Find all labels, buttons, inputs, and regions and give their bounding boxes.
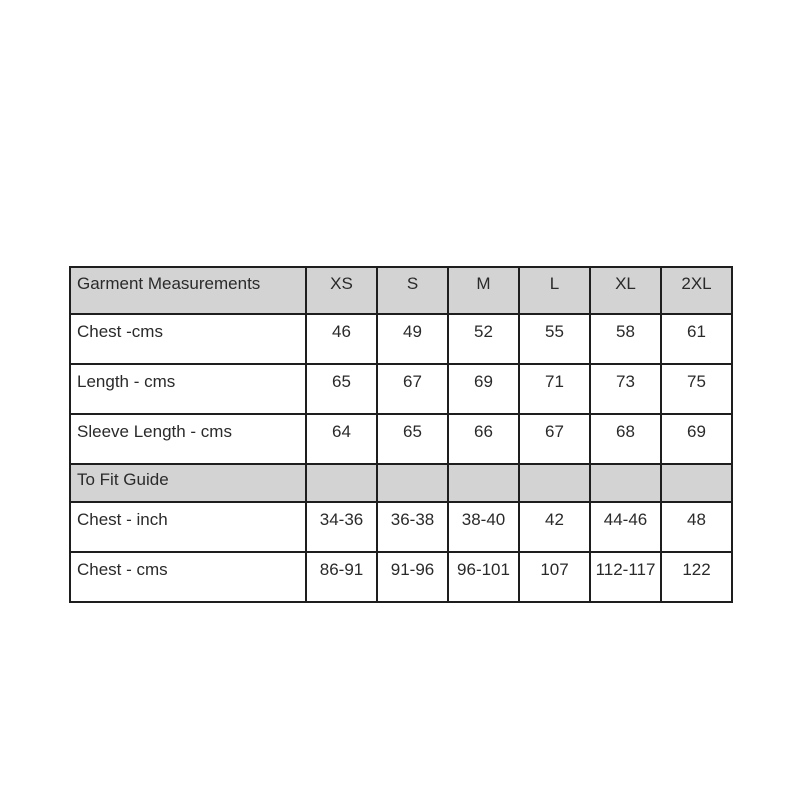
row-label: Chest - cms xyxy=(70,552,306,602)
fit-guide-empty-cell xyxy=(590,464,661,502)
fit-guide-empty-cell xyxy=(306,464,377,502)
table-cell: 67 xyxy=(377,364,448,414)
fit-guide-empty-cell xyxy=(448,464,519,502)
table-cell: 71 xyxy=(519,364,590,414)
fit-guide-empty-cell xyxy=(661,464,732,502)
fit-guide-empty-cell xyxy=(377,464,448,502)
row-label: Sleeve Length - cms xyxy=(70,414,306,464)
fit-guide-row xyxy=(70,464,732,502)
table-row xyxy=(70,314,732,364)
table-cell: 64 xyxy=(306,414,377,464)
table-cell: 34-36 xyxy=(306,502,377,552)
table-cell: 65 xyxy=(377,414,448,464)
size-header-2xl: 2XL xyxy=(661,267,732,314)
size-chart-table xyxy=(69,266,733,603)
table-row xyxy=(70,552,732,602)
fit-guide-label: To Fit Guide xyxy=(70,464,306,502)
table-cell: 38-40 xyxy=(448,502,519,552)
table-row xyxy=(70,502,732,552)
table-row xyxy=(70,364,732,414)
table-cell: 68 xyxy=(590,414,661,464)
table-cell: 58 xyxy=(590,314,661,364)
table-cell: 96-101 xyxy=(448,552,519,602)
table-cell: 67 xyxy=(519,414,590,464)
table-cell: 44-46 xyxy=(590,502,661,552)
table-cell: 69 xyxy=(448,364,519,414)
table-cell: 69 xyxy=(661,414,732,464)
table-cell: 86-91 xyxy=(306,552,377,602)
table-cell: 73 xyxy=(590,364,661,414)
fit-guide-empty-cell xyxy=(519,464,590,502)
table-cell: 55 xyxy=(519,314,590,364)
table-cell: 107 xyxy=(519,552,590,602)
table-cell: 49 xyxy=(377,314,448,364)
size-header-m: M xyxy=(448,267,519,314)
row-label: Chest -cms xyxy=(70,314,306,364)
table-cell: 61 xyxy=(661,314,732,364)
table-cell: 112-117 xyxy=(590,552,661,602)
header-label-cell: Garment Measurements xyxy=(70,267,306,314)
table-cell: 52 xyxy=(448,314,519,364)
row-label: Chest - inch xyxy=(70,502,306,552)
table-cell: 66 xyxy=(448,414,519,464)
table-cell: 48 xyxy=(661,502,732,552)
table-cell: 122 xyxy=(661,552,732,602)
table-cell: 65 xyxy=(306,364,377,414)
table-cell: 91-96 xyxy=(377,552,448,602)
size-header-s: S xyxy=(377,267,448,314)
header-row xyxy=(70,267,732,314)
table-cell: 36-38 xyxy=(377,502,448,552)
size-header-xl: XL xyxy=(590,267,661,314)
table-row xyxy=(70,414,732,464)
table-cell: 75 xyxy=(661,364,732,414)
table-cell: 42 xyxy=(519,502,590,552)
size-header-xs: XS xyxy=(306,267,377,314)
table-cell: 46 xyxy=(306,314,377,364)
size-header-l: L xyxy=(519,267,590,314)
row-label: Length - cms xyxy=(70,364,306,414)
